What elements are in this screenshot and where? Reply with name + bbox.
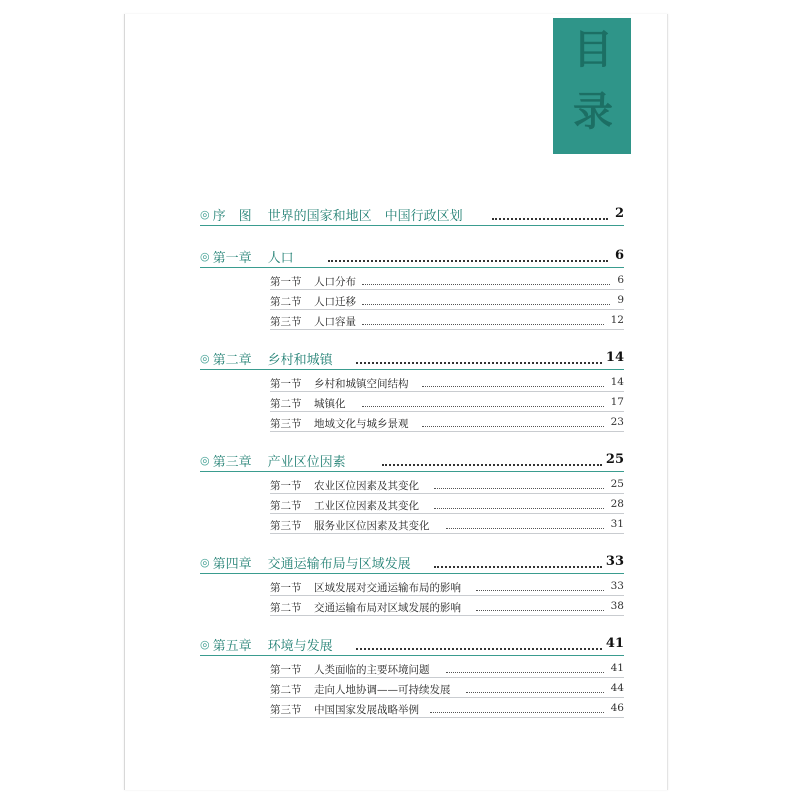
leader-dots [492,208,608,220]
section-number: 第二节 [270,500,302,512]
toc-section[interactable] [270,414,624,432]
toc-section[interactable] [270,312,624,330]
section-page: 25 [610,478,624,490]
toc-title-char-1: 目 [573,26,613,73]
section-title: 工业区位因素及其变化 [314,498,422,513]
chapter-title: 世界的国家和地区 中国行政区划 [267,209,463,224]
section-number: 第三节 [270,704,302,716]
chapter-title: 乡村和城镇 [267,353,333,368]
section-rule [270,289,624,290]
bullet-circle-icon: ◎ [200,638,210,651]
section-number: 第三节 [270,520,302,532]
section-rule [270,533,624,534]
leader-dots [362,278,610,285]
leader-dots [466,686,604,693]
section-page: 46 [610,702,624,714]
chapter-title: 产业区位因素 [267,455,346,470]
toc-title-char-2: 录 [573,88,613,135]
chapter-page: 33 [605,554,624,569]
section-number: 第二节 [270,398,302,410]
section-title: 农业区位因素及其变化 [314,478,422,493]
toc-chapter-2[interactable] [200,349,624,370]
section-title: 地域文化与城乡景观 [314,416,412,431]
chapter-page: 41 [605,636,624,651]
section-page: 23 [610,416,624,428]
leader-dots [476,604,604,611]
section-rule [270,717,624,718]
bullet-circle-icon: ◎ [200,208,210,221]
leader-dots [328,250,608,262]
section-rule [270,329,624,330]
section-rule [270,431,624,432]
chapter-title: 人口 [267,251,294,266]
section-rule [270,595,624,596]
section-number: 第一节 [270,582,302,594]
chapter-number: 第四章 [212,557,252,572]
section-number: 第三节 [270,316,302,328]
chapter-page: 2 [614,206,624,221]
section-title: 城镇化 [314,396,349,411]
chapter-number: 第一章 [212,251,252,266]
chapter-number: 第二章 [212,353,252,368]
toc-section[interactable] [270,680,624,698]
leader-dots [422,420,604,427]
section-rule [270,615,624,616]
section-page: 44 [610,682,624,694]
section-title: 人类面临的主要环境问题 [314,662,433,677]
section-number: 第三节 [270,418,302,430]
section-title: 走向人地协调——可持续发展 [314,682,454,697]
toc-section[interactable] [270,598,624,616]
leader-dots [434,556,602,568]
toc-section[interactable] [270,394,624,412]
section-page: 9 [617,294,624,306]
section-number: 第二节 [270,602,302,614]
toc-section[interactable] [270,660,624,678]
chapter-title: 环境与发展 [267,639,333,654]
toc-section[interactable] [270,516,624,534]
section-page: 38 [610,600,624,612]
leader-dots [362,298,610,305]
toc-chapter-preface[interactable] [200,205,624,226]
section-rule [270,391,624,392]
chapter-number: 第三章 [212,455,252,470]
toc-chapter-3[interactable] [200,451,624,472]
leader-dots [476,584,604,591]
section-rule [270,697,624,698]
section-title: 人口分布 [314,274,359,289]
bullet-circle-icon: ◎ [200,454,210,467]
section-page: 12 [610,314,624,326]
section-rule [270,513,624,514]
section-title: 乡村和城镇空间结构 [314,376,412,391]
leader-dots [430,706,604,713]
section-page: 17 [610,396,624,408]
section-number: 第一节 [270,664,302,676]
leader-dots [362,318,604,325]
bullet-circle-icon: ◎ [200,250,210,263]
toc-chapter-4[interactable] [200,553,624,574]
bullet-circle-icon: ◎ [200,352,210,365]
section-page: 6 [617,274,624,286]
leader-dots [422,380,604,387]
chapter-page: 6 [614,248,624,263]
leader-dots [382,454,602,466]
section-number: 第二节 [270,684,302,696]
leader-dots [434,502,604,509]
chapter-page: 14 [605,350,624,365]
leader-dots [356,638,602,650]
toc-section[interactable] [270,496,624,514]
section-number: 第一节 [270,378,302,390]
toc-section[interactable] [270,578,624,596]
section-page: 14 [610,376,624,388]
toc-chapter-1[interactable] [200,247,624,268]
leader-dots [356,352,602,364]
section-rule [270,493,624,494]
toc-section[interactable] [270,476,624,494]
section-number: 第二节 [270,296,302,308]
chapter-title: 交通运输布局与区域发展 [267,557,411,572]
section-rule [270,411,624,412]
bullet-circle-icon: ◎ [200,556,210,569]
toc-chapter-5[interactable] [200,635,624,656]
toc-section[interactable] [270,272,624,290]
section-title: 中国国家发展战略举例 [314,702,422,717]
chapter-number: 第五章 [212,639,252,654]
section-page: 28 [610,498,624,510]
section-title: 服务业区位因素及其变化 [314,518,433,533]
section-number: 第一节 [270,276,302,288]
section-page: 33 [610,580,624,592]
chapter-number: 序 图 [212,209,252,224]
leader-dots [434,482,604,489]
section-title: 交通运输布局对区域发展的影响 [314,600,464,615]
section-page: 31 [610,518,624,530]
toc-section[interactable] [270,292,624,310]
leader-dots [446,666,604,673]
leader-dots [362,400,604,407]
section-title: 区域发展对交通运输布局的影响 [314,580,464,595]
section-page: 41 [610,662,624,674]
section-rule [270,677,624,678]
chapter-page: 25 [605,452,624,467]
section-title: 人口容量 [314,314,359,329]
section-number: 第一节 [270,480,302,492]
section-rule [270,309,624,310]
section-title: 人口迁移 [314,294,359,309]
leader-dots [446,522,604,529]
toc-section[interactable] [270,700,624,718]
toc-section[interactable] [270,374,624,392]
